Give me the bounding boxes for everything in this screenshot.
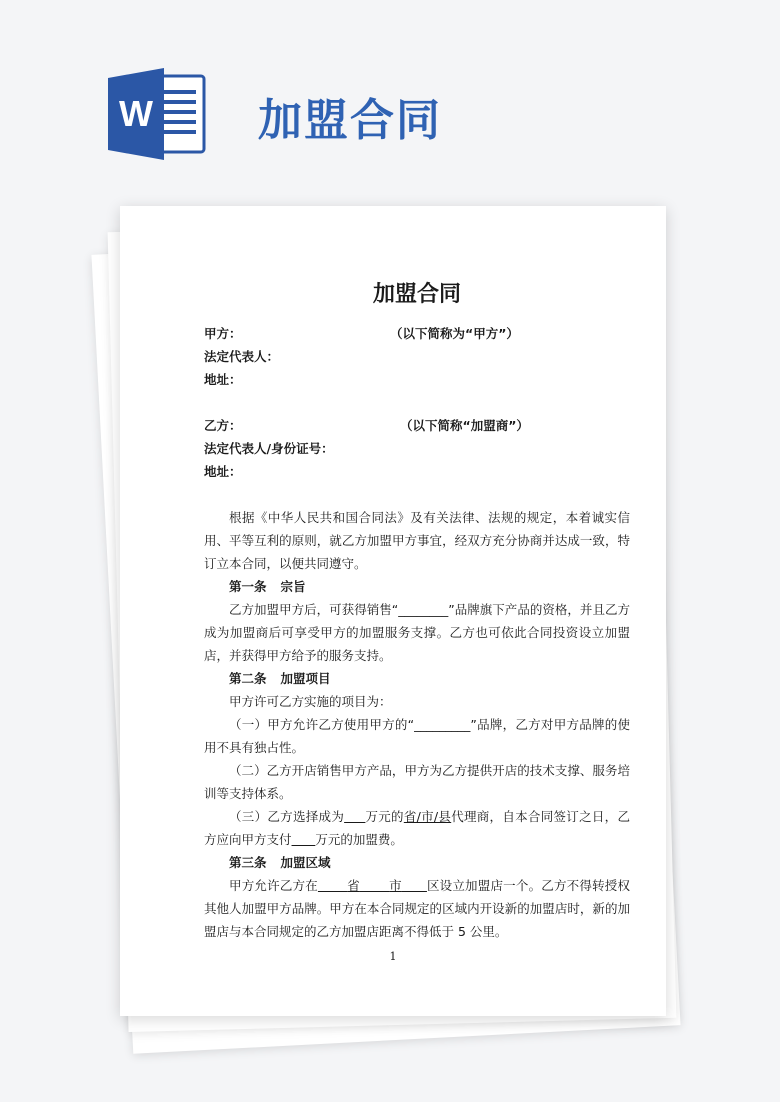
party-b-representative: 法定代表人/身份证号：	[204, 441, 334, 456]
article-1-heading	[229, 575, 320, 598]
article-2-item-3-d: 万元的加盟费。	[315, 832, 403, 847]
party-a-representative: 法定代表人：	[204, 349, 280, 364]
article-2-item-3-blank-1	[344, 809, 365, 824]
article-3-blank-province	[318, 878, 347, 893]
page-number: 1	[389, 950, 397, 963]
article-3-blank-city	[360, 878, 389, 893]
party-a-label: 甲方：	[204, 326, 242, 341]
article-3-blank-district	[402, 878, 427, 893]
article-3-text-b: 区设立加盟店一个。乙方不得转授权其他人加盟甲方品牌。甲方在本合同规定的区域内开设新的加盟店时，新的加盟店与本合同规定的乙方加盟店距离不得低于 5 公里。	[204, 878, 630, 939]
article-2-item-3-level: 省/市/县	[403, 809, 452, 824]
article-2-number: 第二条	[229, 671, 267, 686]
article-2-item-3	[204, 805, 630, 851]
article-1-title: 宗旨	[280, 579, 306, 594]
article-2-item-1	[204, 713, 630, 759]
article-2-item-3-a: （三）乙方选择成为	[229, 809, 345, 824]
article-2-lead: 甲方许可乙方实施的项目为：	[229, 694, 392, 709]
article-1-paragraph	[204, 598, 630, 667]
document-page	[120, 206, 666, 1016]
article-3-text-a: 甲方允许乙方在	[229, 878, 318, 893]
article-2-item-3-c: 代理商，自本合同签订之日，乙方应向甲方支付	[204, 809, 630, 847]
article-3-province: 省	[347, 878, 360, 893]
article-1-text-before: 乙方加盟甲方后，可获得销售“	[229, 602, 399, 617]
article-2-item-1-after: ”品牌，乙方对甲方品牌的使用不具有独占性。	[204, 717, 630, 755]
article-1-text-after: ”品牌旗下产品的资格，并且乙方成为加盟商后可享受甲方的加盟服务支撑。乙方也可依此合同投资设立加盟店，并获得甲方给予的服务支持。	[204, 602, 630, 663]
article-3-number: 第三条	[229, 855, 267, 870]
party-a-address: 地址：	[204, 372, 242, 387]
word-icon-letter: W	[119, 93, 153, 134]
document-title: 加盟合同	[372, 282, 461, 307]
article-1-number: 第一条	[229, 579, 267, 594]
article-2-title: 加盟项目	[280, 671, 331, 686]
article-2-item-1-blank: _________	[414, 717, 471, 732]
article-3-paragraph	[204, 874, 630, 943]
article-3-city: 市	[389, 878, 402, 893]
article-1-blank: ________	[398, 602, 449, 617]
intro-paragraph: 根据《中华人民共和国合同法》及有关法律、法规的规定，本着诚实信用、平等互利的原则，就乙方加盟甲方事宜，经双方充分协商并达成一致，特订立本合同，以便共同遵守。	[204, 510, 630, 571]
article-3-title: 加盟区域	[280, 855, 331, 870]
article-2-item-3-b: 万元的	[365, 809, 404, 824]
party-b-label: 乙方：	[204, 418, 242, 433]
article-3-heading	[229, 851, 345, 874]
article-2-item-3-blank-2	[292, 832, 316, 847]
header-title: 加盟合同	[258, 95, 442, 146]
article-2-heading	[229, 667, 345, 690]
article-2-item-2: （二）乙方开店销售甲方产品，甲方为乙方提供开店的技术支撑、服务培训等支持体系。	[204, 763, 630, 801]
word-icon	[108, 66, 208, 162]
party-b-address: 地址：	[204, 464, 242, 479]
party-b-alias: （以下简称“加盟商”）	[400, 418, 529, 433]
article-2-item-1-before: （一）甲方允许乙方使用甲方的“	[229, 717, 415, 732]
party-a-alias: （以下简称为“甲方”）	[390, 326, 519, 341]
page-header	[108, 66, 668, 166]
